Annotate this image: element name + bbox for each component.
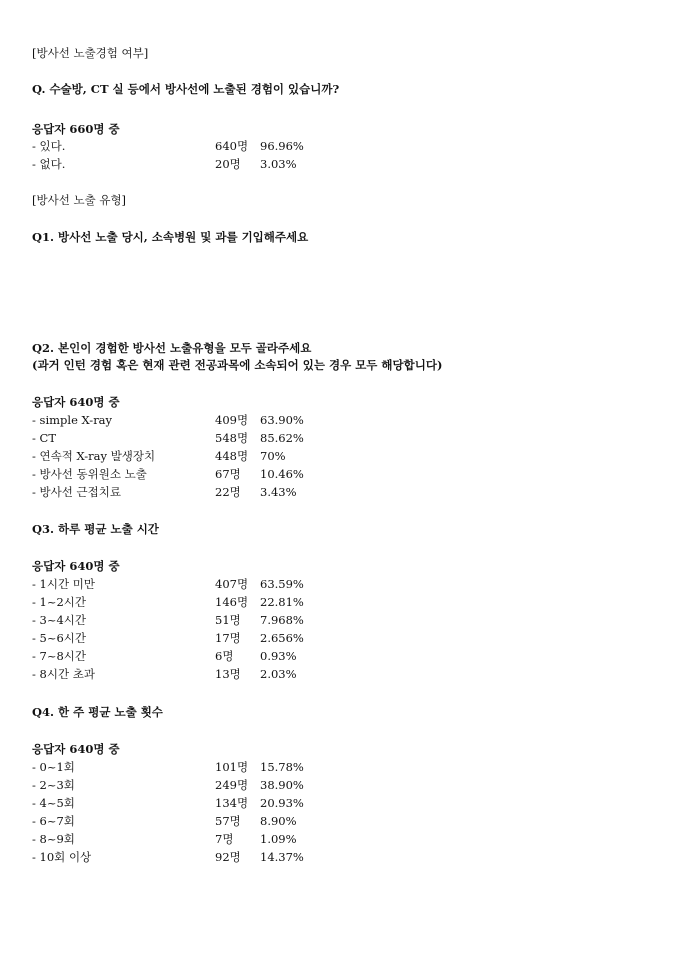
question-q4: Q4. 한 주 평균 노출 횟수 (32, 705, 163, 719)
answer-percent: 15.78% (260, 760, 304, 774)
answer-count: 20명 (215, 157, 241, 171)
answer-label: - 연속적 X-ray 발생장치 (32, 449, 156, 463)
answer-percent: 63.90% (260, 413, 304, 427)
answer-row (32, 795, 432, 811)
answer-row (32, 831, 432, 847)
answer-count: 13명 (215, 667, 241, 681)
question-exposure: Q. 수술방, CT 실 등에서 방사선에 노출된 경험이 있습니까? (32, 82, 340, 96)
answer-count: 57명 (215, 814, 241, 828)
answer-row (32, 648, 432, 664)
answer-label: - 방사선 동위원소 노출 (32, 467, 147, 481)
answer-count: 101명 (215, 760, 249, 774)
answer-label: - simple X-ray (32, 413, 113, 427)
answer-row (32, 576, 432, 592)
section-header-exposure: [방사선 노출경험 여부] (32, 46, 149, 60)
answer-percent: 3.43% (260, 485, 297, 499)
answer-percent: 85.62% (260, 431, 304, 445)
answer-percent: 20.93% (260, 796, 304, 810)
answer-percent: 22.81% (260, 595, 304, 609)
answer-label: - 방사선 근접치료 (32, 485, 121, 499)
answer-row (32, 666, 432, 682)
answer-row (32, 849, 432, 865)
answer-percent: 70% (260, 449, 286, 463)
answer-row (32, 156, 432, 172)
answer-row (32, 630, 432, 646)
answer-row (32, 412, 432, 428)
answer-count: 407명 (215, 577, 249, 591)
section-header-type: [방사선 노출 유형] (32, 193, 127, 207)
answer-label: - 5~6시간 (32, 631, 87, 645)
answer-percent: 96.96% (260, 139, 304, 153)
answer-label: - 없다. (32, 157, 66, 171)
answer-label: - 2~3회 (32, 778, 75, 792)
answer-count: 548명 (215, 431, 249, 445)
answer-count: 51명 (215, 613, 241, 627)
answer-percent: 3.03% (260, 157, 297, 171)
answer-percent: 63.59% (260, 577, 304, 591)
answer-percent: 14.37% (260, 850, 304, 864)
answer-count: 640명 (215, 139, 249, 153)
answer-row (32, 777, 432, 793)
answer-count: 67명 (215, 467, 241, 481)
respondent-count-q4: 응답자 640명 중 (32, 742, 120, 756)
answer-count: 6명 (215, 649, 234, 663)
answer-percent: 2.656% (260, 631, 304, 645)
answer-percent: 8.90% (260, 814, 297, 828)
answer-percent: 7.968% (260, 613, 304, 627)
answer-row (32, 484, 432, 500)
respondent-count-q3: 응답자 640명 중 (32, 559, 120, 573)
answer-row (32, 448, 432, 464)
answer-row (32, 594, 432, 610)
respondent-count-q2: 응답자 640명 중 (32, 395, 120, 409)
answer-row (32, 466, 432, 482)
answer-percent: 10.46% (260, 467, 304, 481)
answer-count: 409명 (215, 413, 249, 427)
answer-row (32, 612, 432, 628)
answer-label: - 1시간 미만 (32, 577, 95, 591)
answer-label: - 있다. (32, 139, 66, 153)
answer-row (32, 430, 432, 446)
answer-label: - 3~4시간 (32, 613, 87, 627)
answer-row (32, 813, 432, 829)
answer-percent: 0.93% (260, 649, 297, 663)
answer-label: - 8~9회 (32, 832, 75, 846)
answer-label: - 4~5회 (32, 796, 75, 810)
answer-count: 134명 (215, 796, 249, 810)
answer-count: 249명 (215, 778, 249, 792)
answer-percent: 2.03% (260, 667, 297, 681)
question-q2-line1: Q2. 본인이 경험한 방사선 노출유형을 모두 골라주세요 (32, 341, 312, 355)
answer-label: - CT (32, 431, 57, 445)
answer-percent: 38.90% (260, 778, 304, 792)
answer-label: - 7~8시간 (32, 649, 87, 663)
question-q1: Q1. 방사선 노출 당시, 소속병원 및 과를 기입해주세요 (32, 230, 309, 244)
answer-count: 92명 (215, 850, 241, 864)
answer-count: 22명 (215, 485, 241, 499)
answer-count: 448명 (215, 449, 249, 463)
answer-row (32, 759, 432, 775)
answer-percent: 1.09% (260, 832, 297, 846)
answer-label: - 10회 이상 (32, 850, 92, 864)
question-q3: Q3. 하루 평균 노출 시간 (32, 522, 159, 536)
respondent-count-660: 응답자 660명 중 (32, 122, 120, 136)
answer-count: 17명 (215, 631, 241, 645)
answer-label: - 8시간 초과 (32, 667, 95, 681)
answer-count: 7명 (215, 832, 234, 846)
answer-row (32, 138, 432, 154)
answer-label: - 0~1회 (32, 760, 75, 774)
answer-label: - 1~2시간 (32, 595, 87, 609)
answer-count: 146명 (215, 595, 249, 609)
answer-label: - 6~7회 (32, 814, 75, 828)
question-q2-line2: (과거 인턴 경험 혹은 현재 관련 전공과목에 소속되어 있는 경우 모두 해당합니다) (32, 358, 443, 372)
document-page (32, 0, 660, 962)
